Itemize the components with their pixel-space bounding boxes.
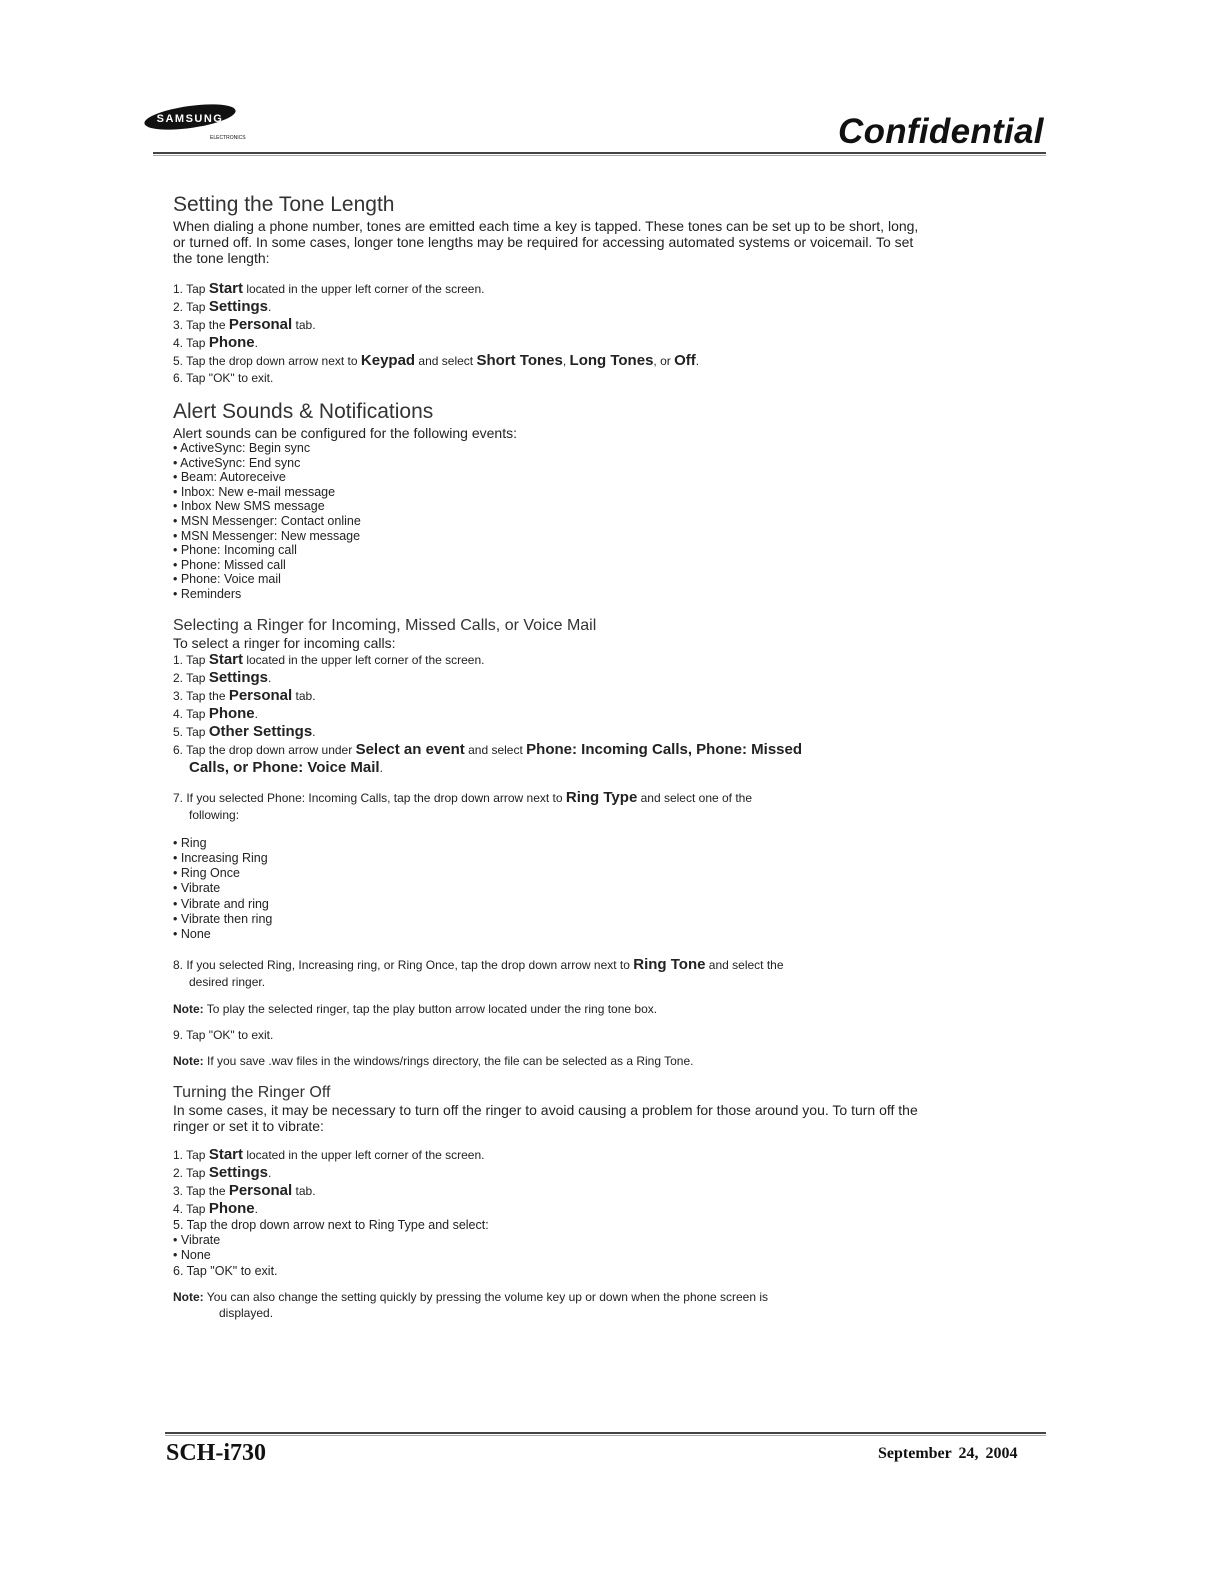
ringer-note-1: Note: To play the selected ringer, tap the play button arrow located under the ring tone box. <box>173 1001 658 1016</box>
svg-text:ELECTRONICS: ELECTRONICS <box>210 135 246 141</box>
ring-type-option: • Ring Once <box>173 866 240 881</box>
alerts-intro: Alert sounds can be configured for the following events: <box>173 425 517 441</box>
ringer-step-4: 4. Tap Phone. <box>173 704 258 722</box>
ringer-step-2: 2. Tap Settings. <box>173 668 272 686</box>
ringer-heading: Selecting a Ringer for Incoming, Missed Calls, or Voice Mail <box>173 616 597 634</box>
ringer-step-6: 6. Tap the drop down arrow under Select an event and select Phone: Incoming Calls, Phone: Missed <box>173 740 803 758</box>
ring-type-option: • Vibrate then ring <box>173 912 273 927</box>
ring-type-option: • Vibrate and ring <box>173 896 269 911</box>
off-step-6: 6. Tap "OK" to exit. <box>173 1263 278 1278</box>
alert-event: • ActiveSync: End sync <box>173 455 301 470</box>
document-body <box>173 192 933 1321</box>
off-step-4: 4. Tap Phone. <box>173 1199 258 1217</box>
tone-length-intro: When dialing a phone number, tones are emitted each time a key is tapped. These tones can be set up to be short, long, or turned off. In some cases, longer tone lengths may be required for accessing automated systems or voicemail. To set the tone length: <box>173 218 919 266</box>
tone-step-4: 4. Tap Phone. <box>173 334 258 351</box>
alert-event: • Phone: Incoming call <box>173 543 297 558</box>
alerts-heading: Alert Sounds & Notifications <box>173 400 434 423</box>
off-step-1: 1. Tap Start located in the upper left corner of the screen. <box>173 1145 485 1163</box>
off-option: • Vibrate <box>173 1232 221 1247</box>
ringer-step-6-cont: Calls, or Phone: Voice Mail. <box>189 758 383 776</box>
document-date: September 24, 2004 <box>878 1445 1018 1462</box>
off-step-2: 2. Tap Settings. <box>173 1163 272 1181</box>
ringer-step-3: 3. Tap the Personal tab. <box>173 686 316 704</box>
ring-type-option: • None <box>173 927 211 942</box>
confidential-label: Confidential <box>838 112 1044 151</box>
ringer-step-8: 8. If you selected Ring, Increasing ring, or Ring Once, tap the drop down arrow next to Ring Tone and select the <box>173 955 784 973</box>
off-note: Note: You can also change the setting quickly by pressing the volume key up or down when the phone screen is <box>173 1289 769 1304</box>
alert-event: • Beam: Autoreceive <box>173 470 286 485</box>
alert-event: • Phone: Missed call <box>173 557 286 572</box>
alert-event: • Inbox New SMS message <box>173 499 325 514</box>
ring-type-option: • Ring <box>173 835 207 850</box>
tone-step-6: 6. Tap "OK" to exit. <box>173 371 274 385</box>
alert-event: • ActiveSync: Begin sync <box>173 441 311 455</box>
ringer-step-8-cont: desired ringer. <box>189 974 266 989</box>
off-option: • None <box>173 1248 211 1263</box>
off-note-cont: displayed. <box>219 1305 274 1320</box>
ringer-step-7-cont: following: <box>189 807 240 822</box>
alert-event: • Phone: Voice mail <box>173 572 281 587</box>
off-step-5: 5. Tap the drop down arrow next to Ring Type and select: <box>173 1217 489 1232</box>
tone-step-1: 1. Tap Start located in the upper left corner of the screen. <box>173 280 485 297</box>
tone-length-heading: Setting the Tone Length <box>173 193 395 216</box>
off-step-3: 3. Tap the Personal tab. <box>173 1181 316 1199</box>
samsung-logo <box>142 103 292 147</box>
alert-event: • Inbox: New e-mail message <box>173 484 336 499</box>
ringer-note-2: Note: If you save .wav files in the windows/rings directory, the file can be selected as a Ring Tone. <box>173 1053 694 1068</box>
ringer-step-1: 1. Tap Start located in the upper left corner of the screen. <box>173 650 485 668</box>
header-divider <box>153 152 1046 154</box>
ringer-off-intro: In some cases, it may be necessary to turn off the ringer to avoid causing a problem for those around you. To turn off the ringer or set it to vibrate: <box>173 1101 918 1134</box>
model-number: SCH-i730 <box>166 1440 267 1466</box>
alert-event: • MSN Messenger: Contact online <box>173 513 361 528</box>
footer-divider <box>165 1432 1046 1434</box>
tone-step-5: 5. Tap the drop down arrow next to Keypad and select Short Tones, Long Tones, or Off. <box>173 352 700 369</box>
ringer-step-9: 9. Tap "OK" to exit. <box>173 1027 274 1042</box>
ring-type-option: • Vibrate <box>173 881 221 896</box>
ringer-off-heading: Turning the Ringer Off <box>173 1083 331 1101</box>
svg-text:SAMSUNG: SAMSUNG <box>156 113 224 125</box>
alert-event: • Reminders <box>173 586 242 601</box>
ring-type-option: • Increasing Ring <box>173 850 268 865</box>
ringer-intro: To select a ringer for incoming calls: <box>173 634 396 651</box>
header-divider-thin <box>153 155 1046 156</box>
footer-divider-thin <box>165 1435 1046 1436</box>
tone-step-3: 3. Tap the Personal tab. <box>173 316 316 333</box>
ringer-step-5: 5. Tap Other Settings. <box>173 722 316 740</box>
ringer-step-7: 7. If you selected Phone: Incoming Calls, tap the drop down arrow next to Ring Type and select one of the <box>173 788 753 806</box>
alert-event: • MSN Messenger: New message <box>173 528 361 543</box>
tone-step-2: 2. Tap Settings. <box>173 298 272 315</box>
